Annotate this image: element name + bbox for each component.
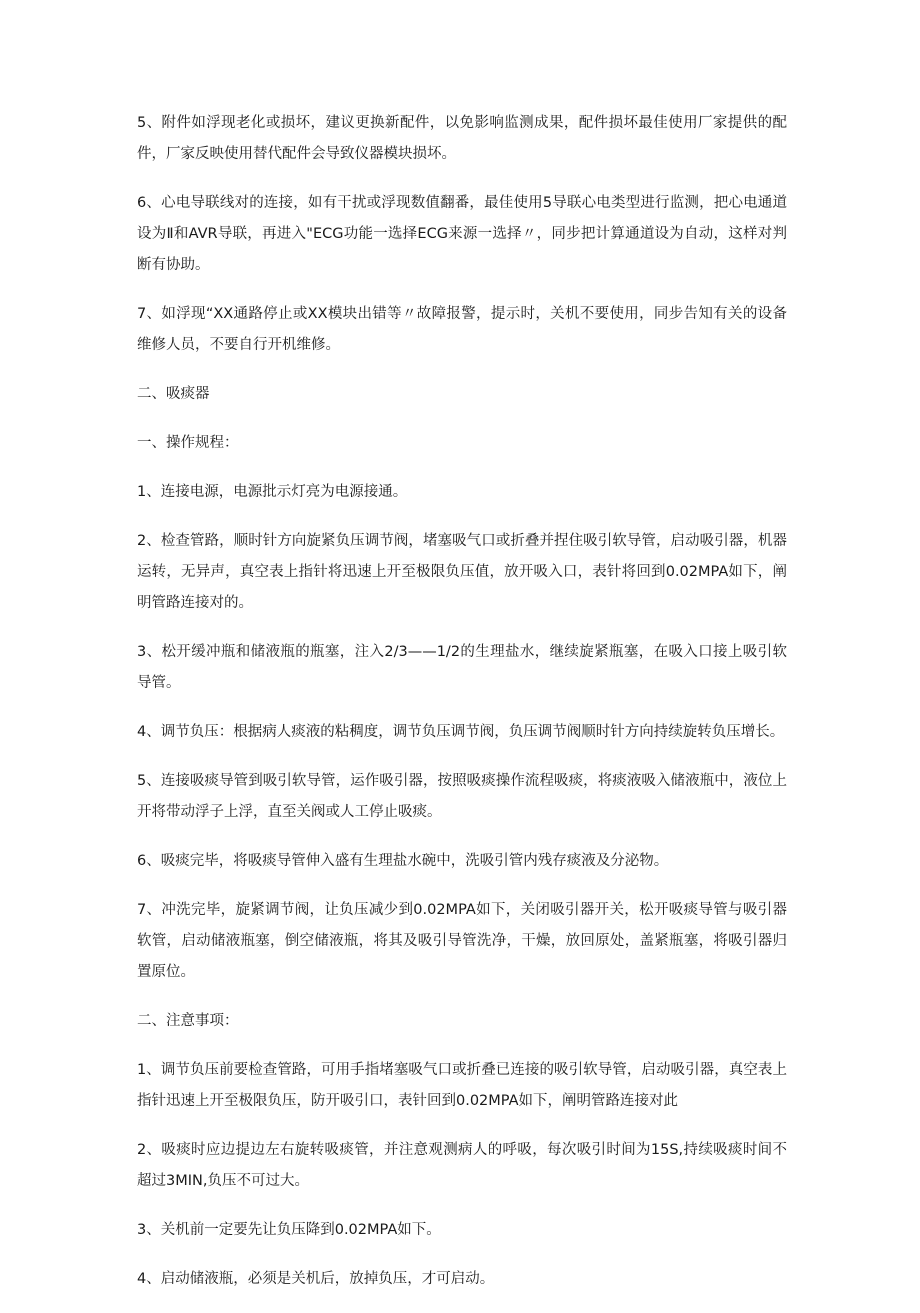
paragraph-procedure-4: 4、调节负压：根据病人痰液的粘稠度，调节负压调节阀，负压调节阀顺时针方向持续旋转负压增长。 [137, 724, 785, 740]
paragraph-monitor-note-5: 5、附件如浮现老化或损坏，建议更换新配件，以免影响监测成果，配件损坏最佳使用厂家提供的配件，厂家反映使用替代配件会导致仪器模块损坏。 [137, 115, 787, 162]
paragraph-precaution-3: 3、关机前一定要先让负压降到0.02MPA如下。 [137, 1222, 441, 1238]
paragraph-precaution-1: 1、调节负压前要检查管路，可用手指堵塞吸气口或折叠已连接的吸引软导管，启动吸引器，真空表上指针迅速上开至极限负压，防开吸引口，表针回到0.02MPA如下，阐明管路连接对此 [137, 1062, 787, 1109]
subsection-heading-precautions: 二、注意事项： [137, 1013, 239, 1029]
paragraph-procedure-2: 2、检查管路，顺时针方向旋紧负压调节阀，堵塞吸气口或折叠并捏住吸引软导管，启动吸引器，机器运转，无异声，真空表上指针将迅速上开至极限负压值，放开吸入口，表针将回到0.02MPA如下，阐明管路连接对的。 [137, 533, 787, 611]
section-heading-suction: 二、吸痰器 [137, 386, 210, 402]
document-body [137, 108, 787, 1313]
paragraph-procedure-5: 5、连接吸痰导管到吸引软导管，运作吸引器，按照吸痰操作流程吸痰，将痰液吸入储液瓶中，液位上开将带动浮子上浮，直至关阀或人工停止吸痰。 [137, 773, 787, 820]
paragraph-monitor-note-7: 7、如浮现“XX通路停止或XX模块出错等〃故障报警，提示时，关机不要使用，同步告知有关的设备维修人员，不要自行开机维修。 [137, 306, 787, 353]
paragraph-monitor-note-6: 6、心电导联线对的连接，如有干扰或浮现数值翻番，最佳使用5导联心电类型进行监测，把心电通道设为Ⅱ和AVR导联，再进入"ECG功能一选择ECG来源一选择〃，同步把计算通道设为自动，这样对判断有协助。 [137, 195, 787, 273]
paragraph-precaution-4: 4、启动储液瓶，必须是关机后，放掉负压，才可启动。 [137, 1271, 495, 1287]
paragraph-procedure-7: 7、冲洗完毕，旋紧调节阀，让负压减少到0.02MPA如下，关闭吸引器开关，松开吸痰导管与吸引器软管，启动储液瓶塞，倒空储液瓶，将其及吸引导管洗净，干燥，放回原处，盖紧瓶塞，将吸引器归置原位。 [137, 902, 787, 980]
paragraph-procedure-1: 1、连接电源，电源批示灯亮为电源接通。 [137, 484, 408, 500]
paragraph-precaution-2: 2、吸痰时应边提边左右旋转吸痰管，并注意观测病人的呼吸，每次吸引时间为15S,持续吸痰时间不超过3MIN,负压不可过大。 [137, 1142, 787, 1189]
paragraph-procedure-6: 6、吸痰完毕，将吸痰导管伸入盛有生理盐水碗中，洗吸引管内残存痰液及分泌物。 [137, 853, 669, 869]
paragraph-procedure-3: 3、松开缓冲瓶和储液瓶的瓶塞，注入2/3——1/2的生理盐水，继续旋紧瓶塞，在吸入口接上吸引软导管。 [137, 644, 787, 691]
subsection-heading-procedure: 一、操作规程： [137, 435, 239, 451]
